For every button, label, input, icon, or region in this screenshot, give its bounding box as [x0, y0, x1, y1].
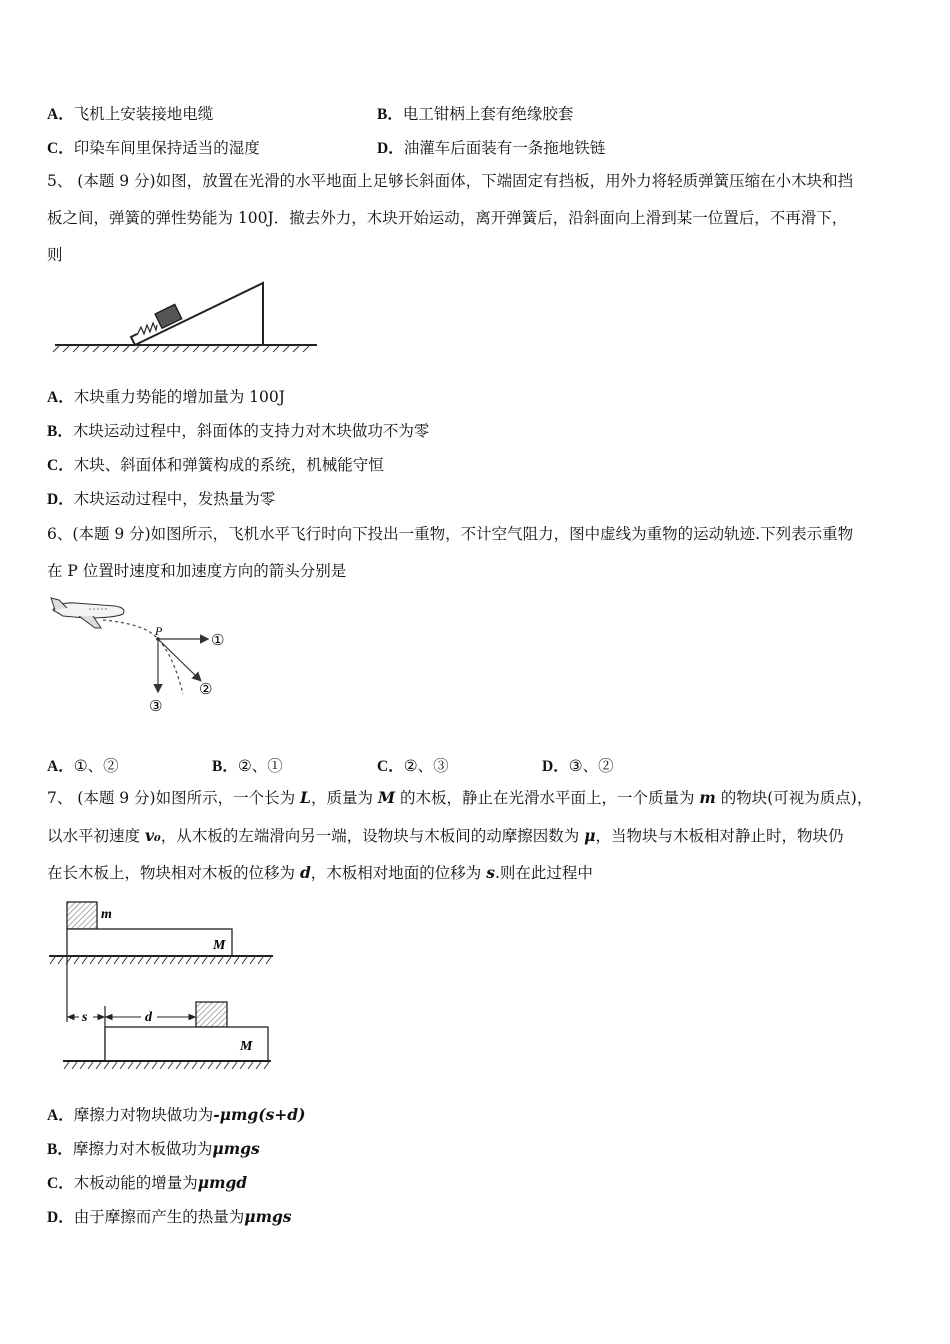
q6-stem-line-2: 在 P 位置时速度和加速度方向的箭头分别是 [47, 562, 347, 580]
q7-stem-line-2: 以水平初速度 v₀，从木板的左端滑向另一端，设物块与木板间的动摩擦因数为 μ，当物块与木板相对静止时，物块仍 [47, 826, 844, 845]
block-m-top [67, 902, 97, 929]
spring [137, 323, 157, 335]
arrow-3-label: ③ [149, 697, 163, 715]
incline-stopper [131, 334, 137, 345]
q4-option-d[interactable]: D．油灌车后面装有一条拖地铁链 [377, 139, 606, 157]
q6-option-c[interactable]: C．②、③ [377, 757, 449, 775]
q5-stem-line-3: 则 [47, 246, 63, 264]
ground-hatching [53, 346, 309, 352]
q5-stem-line-2: 板之间，弹簧的弹性势能为 100J．撤去外力，木块开始运动，离开弹簧后，沿斜面向上滑到某一位置后，不再滑下， [47, 209, 848, 227]
q4-option-a[interactable]: A．飞机上安装接地电缆 [47, 105, 214, 123]
q6-option-a[interactable]: A．①、② [47, 757, 119, 775]
q7-option-a[interactable]: A．摩擦力对物块做功为-μmg(s+d) [47, 1105, 306, 1124]
q7-board-figure [45, 898, 280, 1078]
q7-stem-line-3: 在长木板上，物块相对木板的位移为 d，木板相对地面的位移为 s.则在此过程中 [47, 863, 593, 882]
q7-option-b[interactable]: B．摩擦力对木板做功为μmgs [47, 1139, 260, 1158]
q6-stem-line-1: 6、(本题 9 分)如图所示，飞机水平飞行时向下投出一重物，不计空气阻力，图中虚线为重物的运动轨迹.下列表示重物 [47, 525, 854, 543]
block-m-bottom [196, 1002, 227, 1027]
q7-option-d[interactable]: D．由于摩擦而产生的热量为μmgs [47, 1207, 292, 1226]
board-M-top [67, 929, 232, 956]
q4-options-row-1 [47, 102, 907, 122]
q5-option-b[interactable]: B．木块运动过程中，斜面体的支持力对木块做功不为零 [47, 422, 430, 440]
q4-option-b[interactable]: B．电工钳柄上套有绝缘胶套 [377, 105, 574, 123]
q5-incline-figure [45, 275, 325, 357]
q5-option-d[interactable]: D．木块运动过程中，发热量为零 [47, 490, 276, 508]
point-p-label: P [155, 624, 163, 638]
arrow-2 [158, 639, 200, 680]
q5-option-a[interactable]: A．木块重力势能的增加量为 100J [47, 388, 285, 406]
label-m: m [101, 907, 112, 922]
label-M-bottom: M [240, 1039, 253, 1054]
trajectory-dashed [103, 620, 183, 694]
q6-option-b[interactable]: B．②、① [212, 757, 283, 775]
q6-airplane-figure [45, 594, 245, 719]
airplane-icon [51, 598, 124, 628]
q6-options-row [47, 754, 907, 774]
arrow-1-label: ① [211, 631, 225, 649]
q7-stem-line-1: 7、 (本题 9 分)如图所示，一个长为 L，质量为 M 的木板，静止在光滑水平面上，一个质量为 m 的物块(可视为质点)， [47, 788, 873, 807]
q6-option-d[interactable]: D．③、② [542, 757, 614, 775]
q7-option-c[interactable]: C．木板动能的增量为μmgd [47, 1173, 248, 1192]
incline-body [135, 283, 263, 345]
q5-stem-line-1: 5、 (本题 9 分)如图，放置在光滑的水平地面上足够长斜面体，下端固定有挡板，用外力将轻质弹簧压缩在小木块和挡 [47, 172, 854, 190]
label-M-top: M [213, 938, 226, 953]
ground-top-hatching [50, 957, 271, 964]
arrow-2-label: ② [199, 680, 213, 698]
q4-option-c[interactable]: C．印染车间里保持适当的湿度 [47, 139, 260, 157]
label-s: s [82, 1010, 88, 1025]
q5-option-c[interactable]: C．木块、斜面体和弹簧构成的系统，机械能守恒 [47, 456, 384, 474]
label-d: d [145, 1010, 152, 1025]
q4-options-row-2 [47, 136, 907, 156]
ground-bottom-hatching [64, 1062, 269, 1069]
